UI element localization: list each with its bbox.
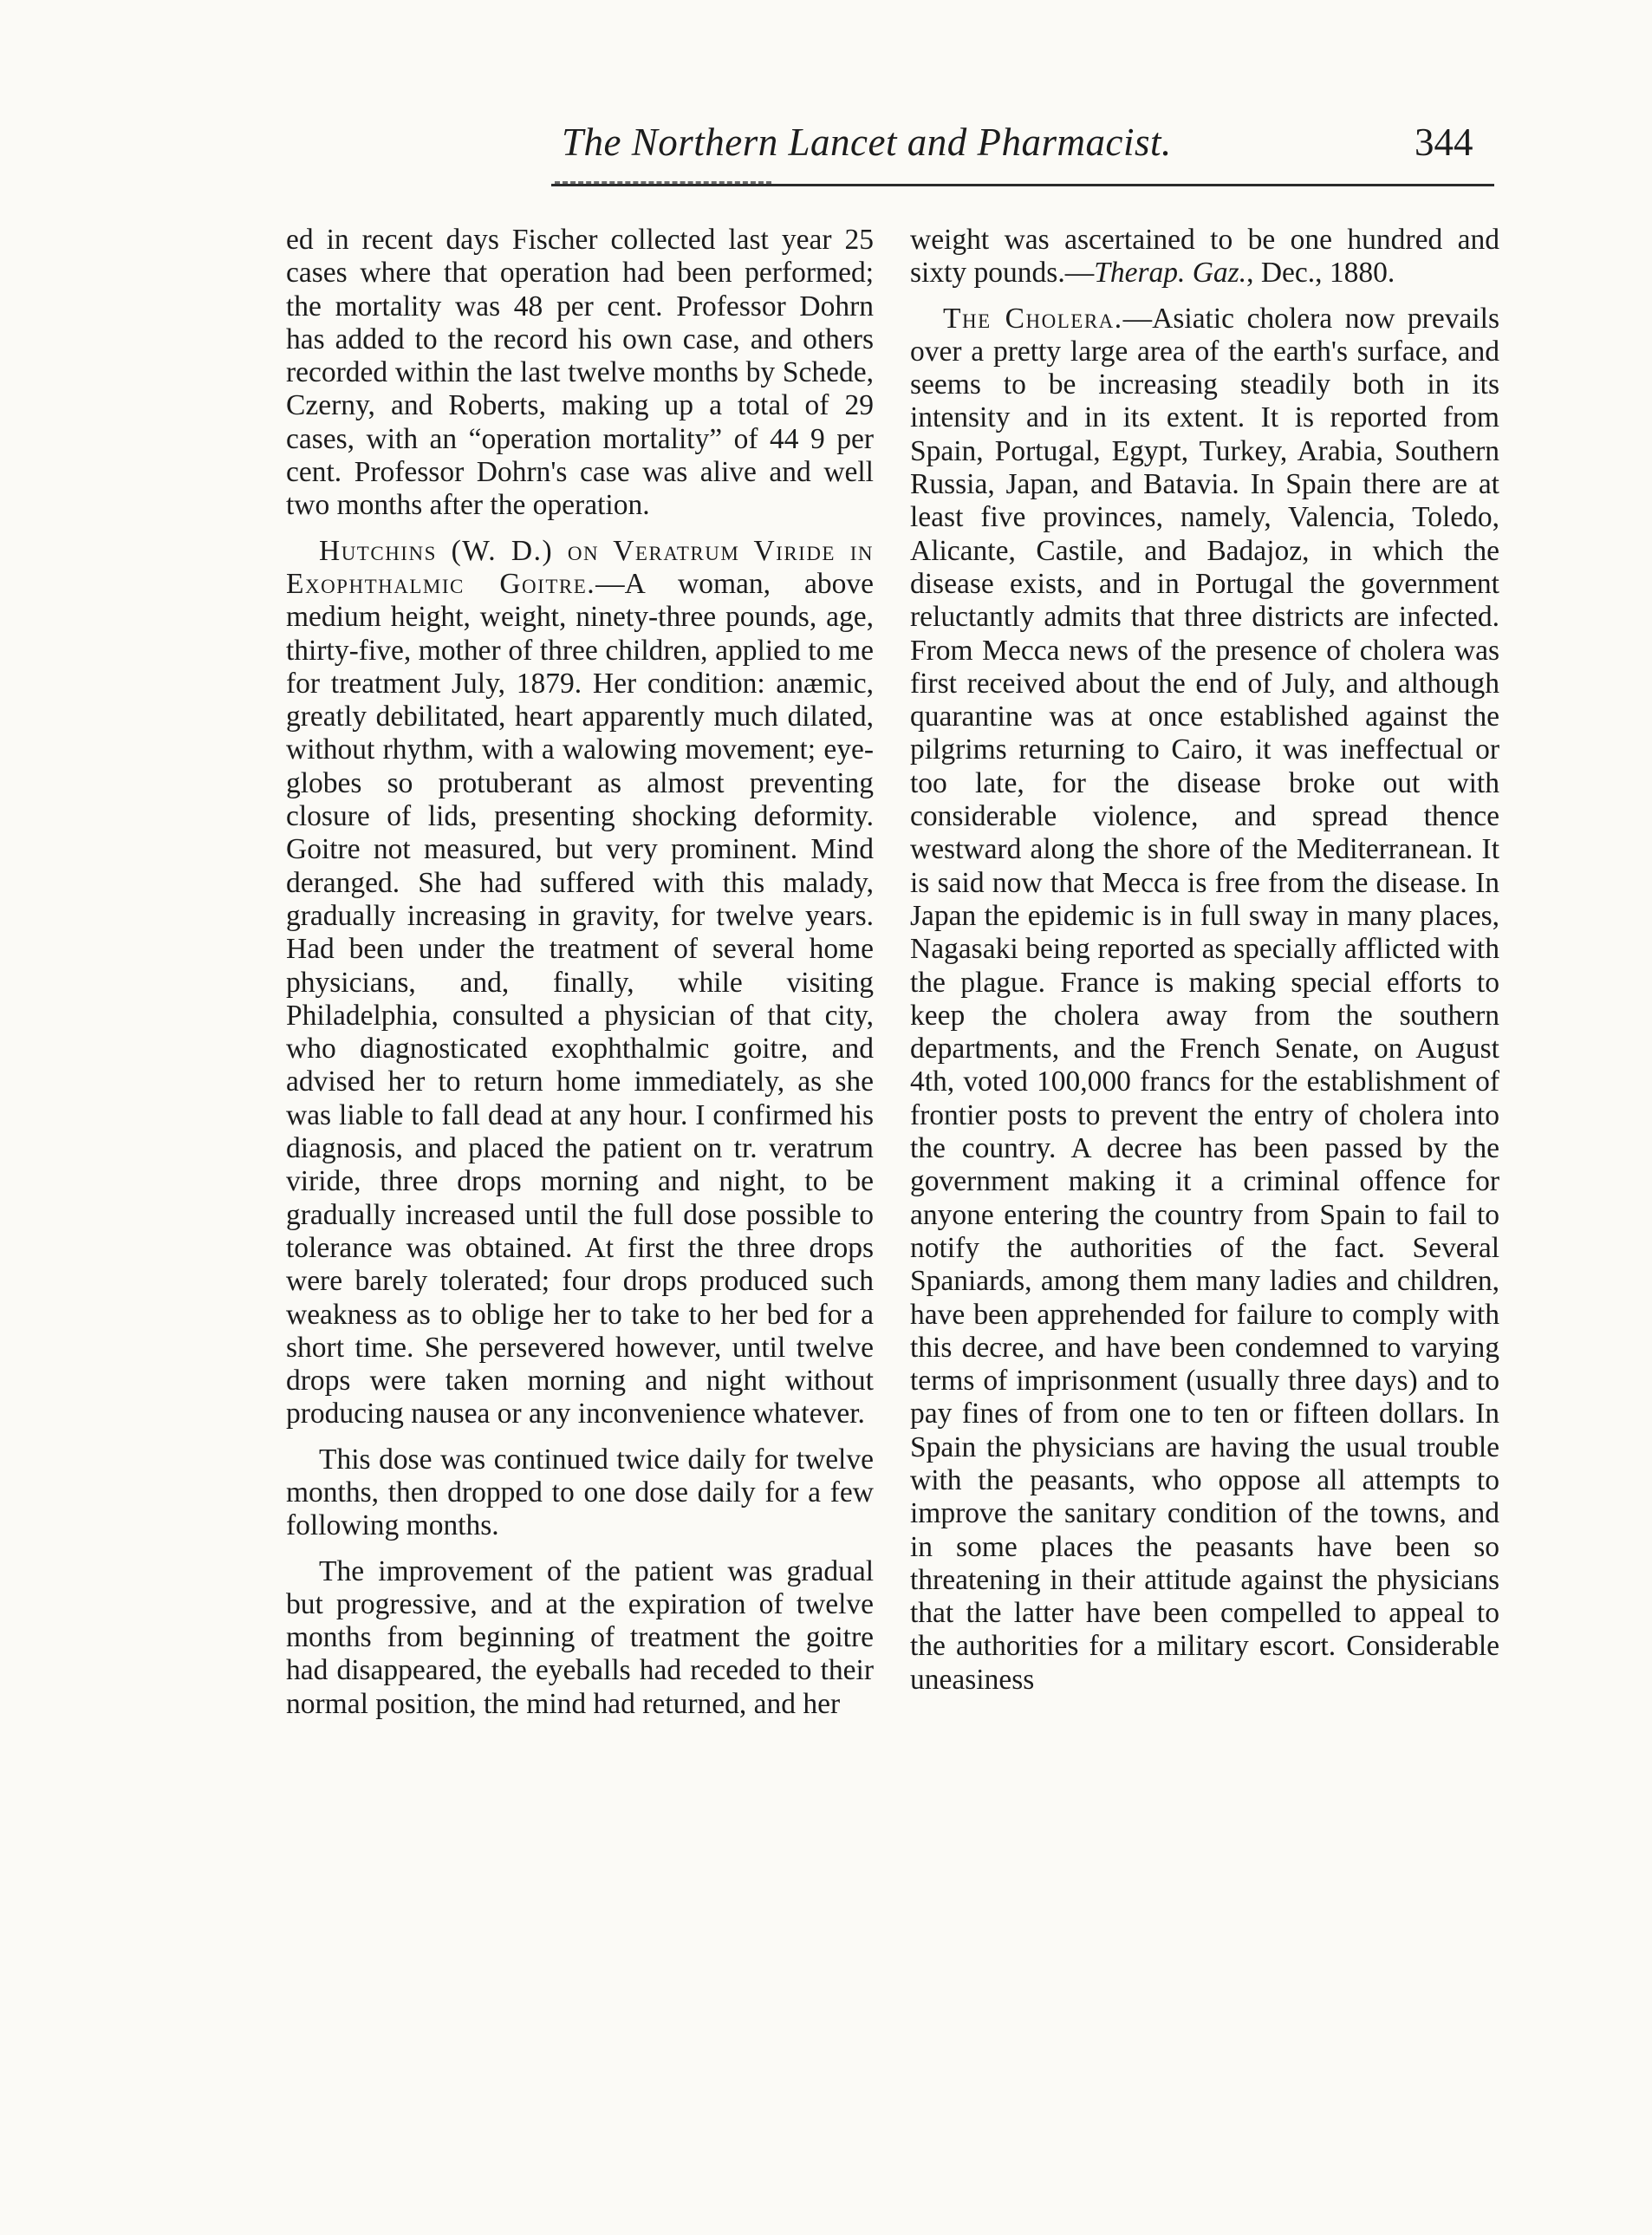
improvement-paragraph: The improvement of the patient was gradual but progressive, and at the expiration of twelve months from beginning of treatment the goitre had disappeared, the eyeballs had receded to their normal position, the mind had returned, and her: [286, 1554, 874, 1720]
fischer-paragraph: ed in recent days Fischer collected last year 25 cases where that operation had been performed; the mortality was 48 per cent. Professor Dohrn has added to the record his own case, and others recorded within the last twelve months by Schede, Czerny, and Roberts, making up a total of 29 cases, with an “operation mortality” of 44 9 per cent. Professor Dohrn's case was alive and well two months after the operation.: [286, 224, 874, 522]
hutchins-paragraph: [286, 535, 874, 1431]
dose-paragraph: This dose was continued twice daily for twelve months, then dropped to one dose daily for a few following months.: [286, 1443, 874, 1542]
running-title: The Northern Lancet and Pharmacist.: [562, 121, 1172, 164]
left-column: [286, 224, 874, 1733]
cholera-paragraph: [910, 303, 1499, 1697]
header-rule-dashes: [555, 181, 771, 184]
cholera-body: —Asiatic cholera now prevails over a pretty large area of the earth's surface, and seems to be increasing steadily both in its intensity and in its extent. It is reported from Spain, Portugal, Egypt, Turkey, Arabia, Southern Russia, Japan, and Batavia. In Spain there are at least five provinces, namely, Valencia, Toledo, Alicante, Castile, and Badajoz, in which the disease exists, and in Portugal the government reluctantly admits that three districts are infected. From Mecca news of the presence of cholera was first received about the end of July, and although quarantine was at once established against the pilgrims returning to Cairo, it was ineffectual or too late, for the disease broke out with considerable violence, and spread thence westward along the shore of the Mediterranean. It is said now that Mecca is free from the disease. In Japan the epidemic is in full sway in many places, Nagasaki being reported as specially afflicted with the plague. France is making special efforts to keep the cholera away from the southern departments, and the French Senate, on August 4th, voted 100,000 francs for the establishment of frontier posts to prevent the entry of cholera into the country. A decree has been passed by the government making it a criminal offence for anyone entering the country from Spain to fail to notify the authorities of the fact. Several Spaniards, among them many ladies and children, have been apprehended for failure to comply with this decree, and have been condemned to varying terms of imprisonment (usually three days) and to pay fines of from one to ten or fifteen dollars. In Spain the physicians are having the usual trouble with the peasants, who oppose all attempts to improve the sanitary condition of the towns, and in some places the peasants have been so threatening in their attitude against the physicians that the latter have been compelled to appeal to the authorities for a military escort. Considerable uneasiness: [910, 302, 1499, 1696]
header-rule: [551, 184, 1494, 186]
page-number: 344: [1415, 121, 1473, 164]
hutchins-heading: Hutchins (W. D.) on Veratrum Viride in Exophthalmic Goitre.: [286, 534, 874, 600]
citation-date: , Dec., 1880.: [1246, 257, 1395, 290]
cholera-heading: The Cholera.: [943, 302, 1123, 335]
source-citation: Therap. Gaz.: [1094, 257, 1247, 290]
weight-paragraph: [910, 224, 1499, 290]
right-column: [910, 224, 1499, 1709]
page-header: [0, 120, 1652, 172]
hutchins-body: —A woman, above medium height, weight, ninety-three pounds, age, thirty-five, mother of three children, applied to me for treatment July, 1879. Her condition: anæmic, greatly debilitated, heart apparently much dilated, without rhythm, with a walowing movement; eye-globes so protuberant as almost preventing closure of lids, presenting shocking deformity. Goitre not measured, but very prominent. Mind deranged. She had suffered with this malady, gradually increasing in gravity, for twelve years. Had been under the treatment of several home physicians, and, finally, while visiting Philadelphia, consulted a physician of that city, who diagnosticated exophthalmic goitre, and advised her to return home immediately, as she was liable to fall dead at any hour. I confirmed his diagnosis, and placed the patient on tr. veratrum viride, three drops morning and night, to be gradually increased until the full dose possible to tolerance was obtained. At first the three drops were barely tolerated; four drops produced such weakness as to oblige her to take to her bed for a short time. She persevered however, until twelve drops were taken morning and night without producing nausea or any inconvenience whatever.: [286, 567, 874, 1430]
weight-text: weight was ascertained to be one hundred and sixty pounds.—: [910, 224, 1499, 290]
